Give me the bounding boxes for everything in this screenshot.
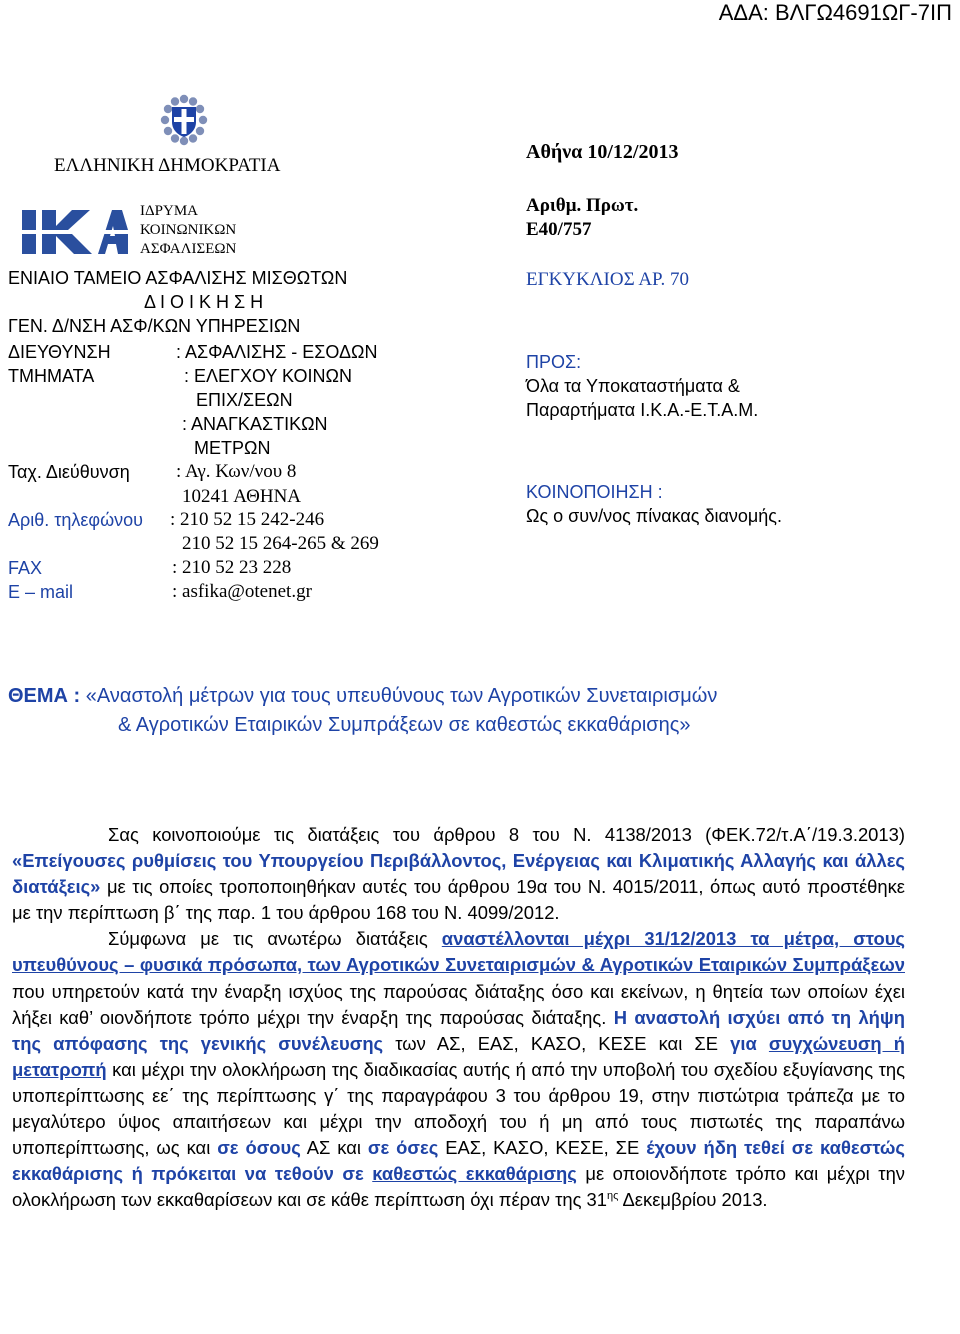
phone-line-1: : 210 52 15 242-246 [170, 509, 325, 530]
p2-liquidation-text: έχουν ήδη τεθεί σε καθεστώς εκκαθάρισης ή πρόκειται να τεθούν σε [12, 1137, 905, 1185]
direction-label: ΔΙΕΥΘΥΝΣΗ [8, 342, 111, 362]
cc-label: ΚΟΙΝΟΠΟΙΗΣΗ : [526, 482, 663, 502]
p1-text-a: Σας κοινοποιούμε τις διατάξεις του άρθρου 8 του Ν. 4138/2013 (ΦΕΚ.72/τ.Α΄/19.3.2013) [108, 824, 905, 845]
department-2-line-1: : ΑΝΑΓΚΑΣΤΙΚΩΝ [182, 414, 328, 434]
address-label: Ταχ. Διεύθυνση [8, 462, 130, 482]
p1-text-c: με τις οποίες τροποποιηθήκαν αυτές του άρθρου 19α του Ν. 4015/2011, όπως αυτό προστέθηκε με την περίπτωση β΄ της παρ. 1 του άρθρου 168 του Ν. 4099/2012. [12, 876, 905, 924]
p2-text-h: και μέχρι την ολοκλήρωση της διαδικασίας αυτής ή από την υποβολή του σχεδίου εξυγίανσης της υποπερίπτωσης εε΄ της περίπτωσης γ΄ της παραγράφου 3 του άρθρου 19, στην πιστώτρια τράπεζα με το μεγαλύτερο ύψος απαιτήσεων και μέχρι την αποδοχή του ή μη από τους πιστωτές της παραπάνω υποπερίπτωσης, ως και [12, 1058, 905, 1159]
p2-text-e: των ΑΣ, ΕΑΣ, ΚΑΣΟ, ΚΕΣΕ και ΣΕ [383, 1032, 731, 1054]
subject-text-2: & Αγροτικών Εταιρικών Συμπράξεων σε καθεστώς εκκαθάρισης» [118, 714, 691, 736]
address-line-2: 10241 ΑΘΗΝΑ [182, 486, 302, 507]
phone-line-2: 210 52 15 264-265 & 269 [182, 533, 379, 554]
department-1-line-2: ΕΠΙΧ/ΣΕΩΝ [196, 390, 293, 410]
protocol-number: Ε40/757 [526, 219, 592, 240]
p2-those-m: σε όσους [217, 1137, 301, 1159]
p2-text-a: Σύμφωνα με τις ανωτέρω διατάξεις [108, 928, 442, 950]
p1-law-title: «Επείγουσες ρυθμίσεις του Υπουργείου Περιβάλλοντος, Ενέργειας και Κλιματικής Αλλαγής και άλλες διατάξεις» [12, 850, 905, 898]
ika-name-line-2: ΚΟΙΝΩΝΙΚΩΝ [140, 222, 237, 238]
address-line-1: : Αγ. Κων/νου 8 [176, 461, 297, 482]
ada-code: ΑΔΑ: ΒΛΓΩ4691ΩΓ-7ΙΠ [718, 0, 952, 25]
p2-text-c: που υπηρετούν κατά την έναρξη ισχύος της παρούσας διάταξης όσο και εκείνων, η θητεία των οποίων έχει λήξει καθ’ οιονδήποτε τρόπο μέχρι την έναρξη της παρούσας διάταξης. [12, 980, 905, 1028]
recipients-label: ΠΡΟΣ: [526, 352, 582, 372]
department-1-line-1: : ΕΛΕΓΧΟΥ ΚΟΙΝΩΝ [184, 366, 352, 386]
republic-title: ΕΛΛΗΝΙΚΗ ΔΗΜΟΚΡΑΤΙΑ [54, 155, 281, 176]
email-value: : asfika@otenet.gr [172, 581, 312, 602]
subject-text-1: «Αναστολή μέτρων για τους υπευθύνους των Αγροτικών Συνεταιρισμών [85, 685, 718, 707]
ika-name-line-3: ΑΣΦΑΛΙΣΕΩΝ [140, 241, 237, 257]
p2-merger-text: συγχώνευση ή μετατροπή [12, 1032, 905, 1080]
p2-text-j: ΑΣ και [300, 1137, 368, 1159]
subject-label: ΘΕΜΑ : [8, 685, 81, 707]
administration-title: Δ Ι Ο Ι Κ Η Σ Η [144, 292, 264, 312]
direction-value: : ΑΣΦΑΛΙΣΗΣ - ΕΣΟΔΩΝ [176, 342, 378, 362]
p2-suspension-text: αναστέλλονται μέχρι 31/12/2013 τα μέτρα, στους υπευθύνους – φυσικά πρόσωπα, των Αγροτικών Συνεταιρισμών & Αγροτικών Εταιρικών Συμπράξεων [12, 928, 905, 976]
p2-text-o: με οποιονδήποτε τρόπο και μέχρι την ολοκλήρωση των εκκαθαρίσεων και σε κάθε περίπτωση όχι πέραν της 31 [12, 1163, 905, 1211]
p2-those-f: σε όσες [367, 1137, 439, 1159]
fax-value: : 210 52 23 228 [172, 557, 292, 578]
p2-text-f: για [730, 1032, 769, 1054]
ika-name-line-1: ΙΔΡΥΜΑ [140, 203, 198, 219]
greek-emblem-icon [156, 92, 212, 148]
paragraph-1 [12, 822, 905, 926]
circular-number: ΕΓΚΥΚΛΙΟΣ ΑΡ. 70 [526, 269, 690, 290]
recipients-line-2: Παραρτήματα Ι.Κ.Α.-Ε.Τ.Α.Μ. [526, 400, 759, 420]
department-2-line-2: ΜΕΤΡΩΝ [194, 438, 271, 458]
place-date: Αθήνα 10/12/2013 [526, 141, 679, 163]
body-text [12, 822, 905, 1213]
fax-label: FAX [8, 558, 43, 578]
p2-liquidation-status: καθεστώς εκκαθάρισης [372, 1163, 577, 1185]
general-directorate: ΓΕΝ. Δ/ΝΣΗ ΑΣΦ/ΚΩΝ ΥΠΗΡΕΣΙΩΝ [8, 316, 301, 336]
p2-suspension-effect: Η αναστολή ισχύει από τη λήψη της απόφασης της γενικής συνέλευσης [12, 1006, 905, 1054]
subject-line-1 [8, 682, 948, 711]
subject-block [8, 682, 948, 740]
protocol-label: Αριθμ. Πρωτ. [526, 195, 639, 216]
p2-text-p: Δεκεμβρίου 2013. [618, 1189, 768, 1211]
paragraph-2 [12, 926, 905, 1213]
recipients-line-1: Όλα τα Υποκαταστήματα & [526, 376, 740, 396]
p2-ordinal-suffix: ης [607, 1190, 619, 1203]
p2-text-l: ΕΑΣ, ΚΑΣΟ, ΚΕΣΕ, ΣΕ [438, 1137, 647, 1159]
departments-label: ΤΜΗΜΑΤΑ [8, 366, 95, 386]
phone-label: Αριθ. τηλεφώνου [8, 510, 143, 530]
cc-value: Ως ο συν/νος πίνακας διανομής. [526, 506, 782, 526]
fund-name: ΕΝΙΑΙΟ ΤΑΜΕΙΟ ΑΣΦΑΛΙΣΗΣ ΜΙΣΘΩΤΩΝ [8, 268, 348, 288]
email-label: E – mail [8, 582, 74, 602]
ika-logo-icon [20, 204, 128, 258]
